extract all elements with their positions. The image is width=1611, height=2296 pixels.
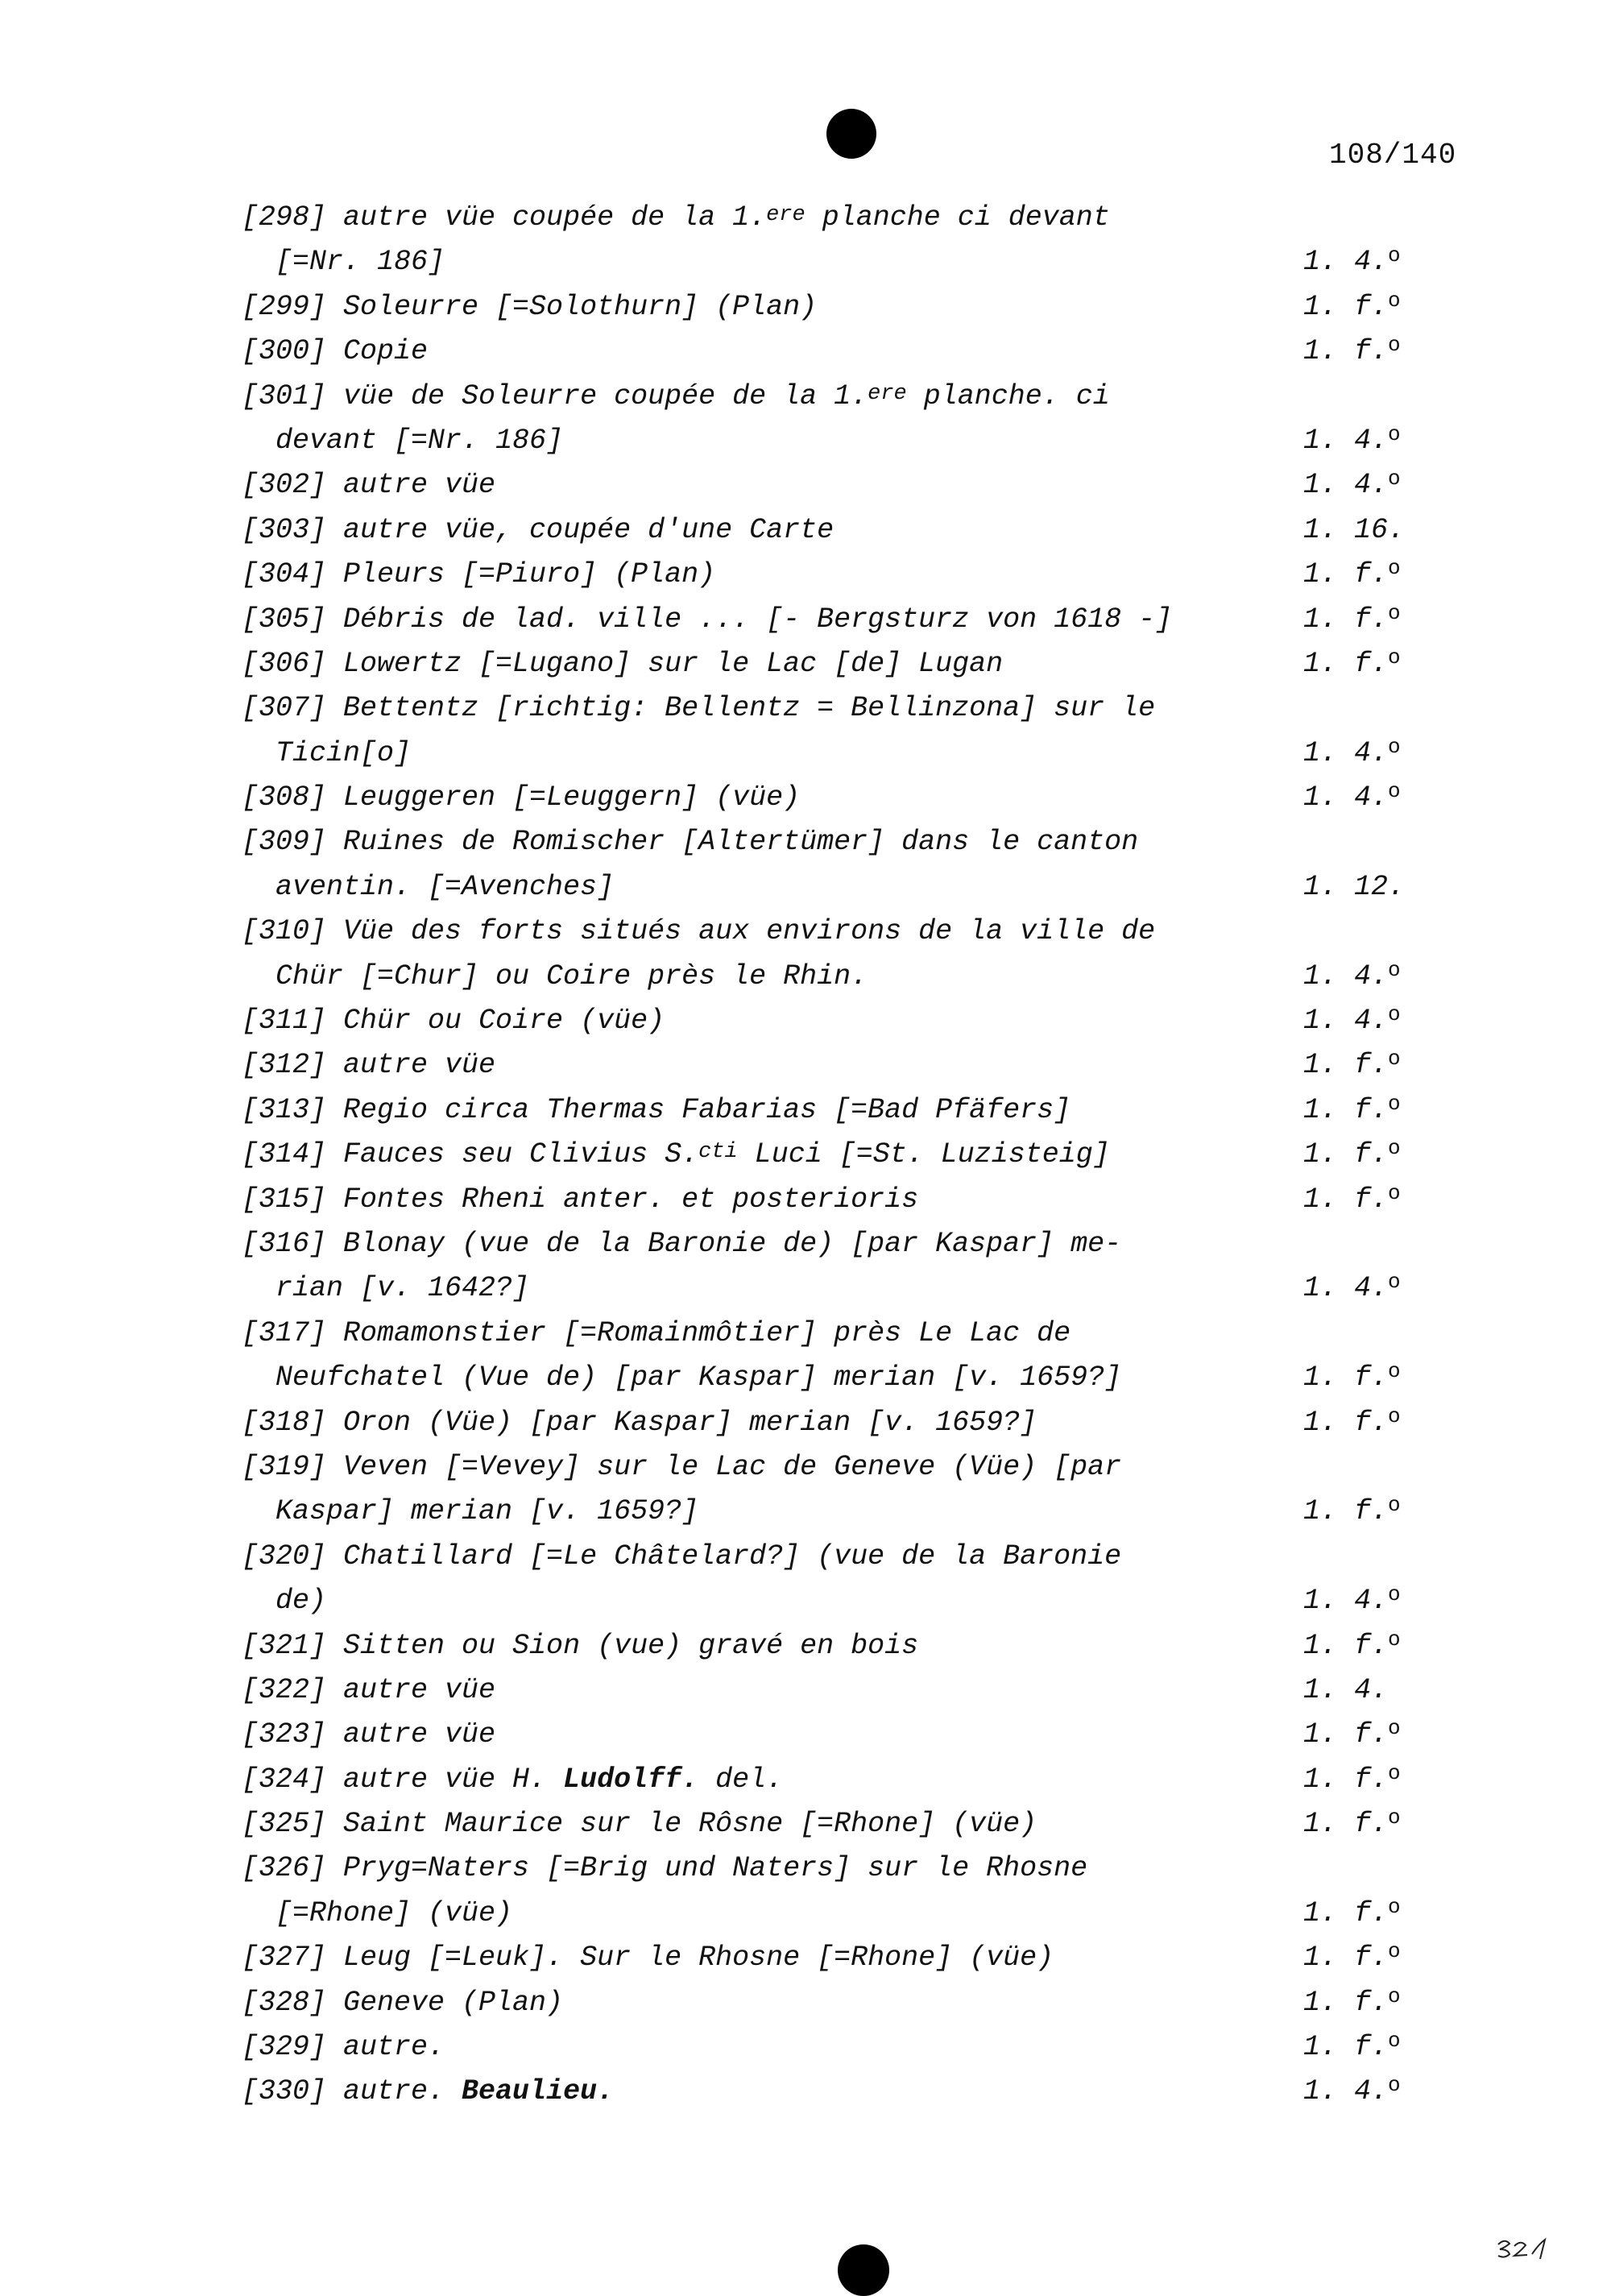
format-value <box>1303 240 1401 284</box>
format-value <box>1303 285 1401 329</box>
format-superscript: o <box>1388 779 1401 804</box>
catalog-entry <box>242 1624 1434 1668</box>
catalog-entry <box>242 375 1434 464</box>
entry-line <box>242 910 1434 954</box>
entry-text <box>242 1222 1121 1266</box>
text-segment: [311] Chür ou Coire (vüe) <box>242 1005 665 1038</box>
format-superscript: o <box>1388 466 1401 491</box>
entry-line <box>242 329 1434 374</box>
entry-line <box>242 285 1434 329</box>
format-text: 1. 4. <box>1303 2075 1389 2108</box>
format-superscript: o <box>1388 243 1401 268</box>
text-segment: [308] Leuggeren [=Leuggern] (vüe) <box>242 781 801 814</box>
text-segment: Ticin[o] <box>275 736 412 769</box>
catalog-entry <box>242 1758 1434 1802</box>
entry-text <box>242 1758 783 1802</box>
catalog-entry <box>242 1981 1434 2025</box>
text-segment: [=Nr. 186] <box>275 246 445 279</box>
text-segment: [318] Oron (Vüe) [par Kaspar] merian [v. 1659?] <box>242 1406 1037 1439</box>
entry-line <box>242 1981 1434 2025</box>
entry-text <box>242 508 834 553</box>
format-text: 1. f. <box>1303 1049 1389 1082</box>
format-superscript: o <box>1388 1760 1401 1785</box>
text-segment: [327] Leug [=Leuk]. Sur le Rhosne [=Rhone] (vüe) <box>242 1942 1054 1975</box>
entry-text <box>275 731 411 776</box>
format-text: 1. 4. <box>1303 781 1389 814</box>
format-text: 1. f. <box>1303 1183 1389 1216</box>
entry-text <box>242 642 1003 686</box>
entry-text <box>275 1490 698 1534</box>
entry-line-continuation <box>242 240 1434 284</box>
entry-text <box>242 820 1138 864</box>
format-superscript: o <box>1388 421 1401 446</box>
catalog-entry <box>242 1088 1434 1133</box>
catalog-entry <box>242 642 1434 686</box>
text-segment: [330] autre. <box>242 2075 462 2108</box>
text-segment: [302] autre vüe <box>242 469 496 502</box>
catalog-entry <box>242 686 1434 776</box>
catalog-entry <box>242 776 1434 820</box>
format-text: 1. 4. <box>1303 959 1389 993</box>
entry-text <box>242 776 800 820</box>
entry-text <box>242 1133 1110 1177</box>
format-superscript: o <box>1388 1582 1401 1607</box>
catalog-entries <box>242 196 1434 2115</box>
entry-line <box>242 1043 1434 1088</box>
format-text: 1. 4. <box>1303 1673 1389 1706</box>
text-segment: del. <box>698 1763 784 1796</box>
entry-line <box>242 1312 1434 1356</box>
format-value <box>1303 731 1401 776</box>
handwritten-note <box>1497 2236 1556 2261</box>
entry-text <box>242 1043 495 1088</box>
format-value <box>1303 1892 1401 1936</box>
catalog-entry <box>242 1178 1434 1222</box>
entry-text <box>275 955 868 999</box>
catalog-entry <box>242 1846 1434 1936</box>
format-value <box>1303 329 1401 374</box>
format-value <box>1303 1178 1401 1222</box>
catalog-entry <box>242 1312 1434 1401</box>
format-value <box>1303 1490 1401 1534</box>
catalog-entry <box>242 1222 1434 1312</box>
format-text: 1. f. <box>1303 335 1389 368</box>
catalog-entry <box>242 463 1434 508</box>
entry-text <box>242 1535 1121 1579</box>
format-text: 1. f. <box>1303 1763 1389 1796</box>
text-segment: Neufchatel (Vue de) [par Kaspar] merian [v. 1659?] <box>275 1361 1122 1395</box>
format-text: 1. 4. <box>1303 1005 1389 1038</box>
text-segment: [298] autre vüe coupée de la 1. <box>242 201 767 234</box>
text-segment: [325] Saint Maurice sur le Rôsne [=Rhone] (vüe) <box>242 1808 1037 1841</box>
catalog-entry <box>242 1668 1434 1713</box>
entry-line <box>242 1802 1434 1846</box>
catalog-entry <box>242 1713 1434 1757</box>
entry-line <box>242 1936 1434 1980</box>
format-superscript: o <box>1388 1002 1401 1027</box>
format-superscript: o <box>1388 2029 1401 2054</box>
format-superscript: o <box>1388 1894 1401 1919</box>
catalog-entry <box>242 196 1434 285</box>
format-text: 1. f. <box>1303 1718 1389 1751</box>
text-segment: [=Rhone] (vüe) <box>275 1896 513 1929</box>
entry-text <box>242 196 1110 240</box>
catalog-entry <box>242 1133 1434 1177</box>
format-value <box>1303 642 1401 686</box>
catalog-entry <box>242 1936 1434 1980</box>
format-value <box>1303 1802 1401 1846</box>
catalog-entry <box>242 1802 1434 1846</box>
entry-line-continuation <box>242 865 1434 910</box>
format-value <box>1303 1088 1401 1133</box>
format-value <box>1303 1713 1401 1757</box>
catalog-entry <box>242 285 1434 329</box>
format-superscript: o <box>1388 2073 1401 2098</box>
format-superscript: o <box>1388 957 1401 982</box>
superscript: ere <box>766 203 806 227</box>
catalog-entry <box>242 1445 1434 1535</box>
text-segment: [323] autre vüe <box>242 1718 496 1751</box>
text-segment: Kaspar] merian [v. 1659?] <box>275 1495 699 1528</box>
catalog-entry <box>242 2070 1434 2114</box>
text-segment: [328] Geneve (Plan) <box>242 1986 564 2019</box>
entry-line <box>242 1758 1434 1802</box>
entry-line <box>242 999 1434 1043</box>
format-text: 1. f. <box>1303 1093 1389 1126</box>
entry-line <box>242 1668 1434 1713</box>
page-number: 108/140 <box>1329 139 1457 172</box>
format-superscript: o <box>1388 556 1401 581</box>
text-segment: planche. ci <box>906 379 1110 412</box>
format-text: 1. 12. <box>1303 870 1406 903</box>
catalog-entry <box>242 999 1434 1043</box>
text-segment: [314] Fauces seu Clivius S. <box>242 1138 699 1171</box>
format-value <box>1303 419 1401 463</box>
entry-line <box>242 2025 1434 2070</box>
superscript: ere <box>868 381 907 406</box>
text-segment: [315] Fontes Rheni anter. et posterioris <box>242 1183 919 1216</box>
format-value <box>1303 955 1401 999</box>
format-superscript: o <box>1388 1180 1401 1205</box>
entry-line-continuation <box>242 1356 1434 1400</box>
format-superscript: o <box>1388 734 1401 759</box>
entry-line <box>242 1178 1434 1222</box>
format-text: 1. 4. <box>1303 1272 1389 1305</box>
format-value <box>1303 1043 1401 1088</box>
format-superscript: o <box>1388 1983 1401 2008</box>
text-segment: [319] Veven [=Vevey] sur le Lac de Geneve (Vüe) [par <box>242 1450 1122 1483</box>
entry-text <box>275 1266 529 1311</box>
entry-line <box>242 1088 1434 1133</box>
entry-text <box>275 1892 512 1936</box>
entry-text <box>242 1088 1071 1133</box>
entry-line <box>242 1133 1434 1177</box>
catalog-entry <box>242 1401 1434 1445</box>
entry-line <box>242 1713 1434 1757</box>
entry-text <box>242 1802 1037 1846</box>
format-value <box>1303 463 1401 508</box>
text-segment: Chür [=Chur] ou Coire près le Rhin. <box>275 959 868 993</box>
entry-line <box>242 508 1434 553</box>
entry-text <box>242 1624 918 1668</box>
entry-line <box>242 375 1434 419</box>
text-segment: Luci [=St. Luzisteig] <box>737 1138 1110 1171</box>
format-superscript: o <box>1388 1805 1401 1830</box>
entry-text <box>242 1668 495 1713</box>
entry-line <box>242 1624 1434 1668</box>
format-text: 1. f. <box>1303 647 1389 680</box>
format-value <box>1303 2070 1401 2114</box>
entry-text <box>242 1713 495 1757</box>
entry-text <box>242 2070 614 2114</box>
format-value <box>1303 508 1405 553</box>
text-segment: [322] autre vüe <box>242 1673 496 1706</box>
entry-text <box>242 553 715 597</box>
format-value <box>1303 999 1401 1043</box>
format-superscript: o <box>1388 644 1401 669</box>
text-segment: [316] Blonay (vue de la Baronie de) [par Kaspar] me- <box>242 1227 1122 1260</box>
format-superscript: o <box>1388 1493 1401 1518</box>
format-text: 1. f. <box>1303 1986 1389 2019</box>
entry-line-continuation <box>242 1892 1434 1936</box>
punch-hole-top <box>826 109 876 159</box>
entry-line <box>242 1445 1434 1490</box>
bold-name: Ludolff. <box>563 1763 699 1796</box>
entry-line <box>242 776 1434 820</box>
entry-text <box>242 2025 445 2070</box>
format-value <box>1303 1936 1401 1980</box>
entry-text <box>242 598 1172 642</box>
text-segment: [299] Soleurre [=Solothurn] (Plan) <box>242 290 818 323</box>
entry-line-continuation <box>242 731 1434 776</box>
catalog-entry <box>242 1535 1434 1624</box>
format-text: 1. f. <box>1303 1406 1389 1439</box>
entry-line <box>242 553 1434 597</box>
text-segment: [309] Ruines de Romischer [Altertümer] dans le canton <box>242 826 1139 859</box>
format-value <box>1303 2025 1401 2070</box>
text-segment: [306] Lowertz [=Lugano] sur le Lac [de] Lugan <box>242 647 1004 680</box>
format-value <box>1303 1624 1401 1668</box>
entry-text <box>242 686 1155 731</box>
text-segment: [307] Bettentz [richtig: Bellentz = Bellinzona] sur le <box>242 692 1156 725</box>
format-value <box>1303 865 1405 910</box>
entry-text <box>242 1401 1037 1445</box>
entry-line <box>242 1535 1434 1579</box>
format-value <box>1303 1668 1388 1713</box>
format-value <box>1303 1579 1401 1623</box>
entry-text <box>242 999 665 1043</box>
entry-text <box>242 285 817 329</box>
entry-line-continuation <box>242 955 1434 999</box>
format-text: 1. f. <box>1303 1361 1389 1395</box>
entry-line <box>242 196 1434 240</box>
format-superscript: o <box>1388 1939 1401 1964</box>
format-text: 1. 16. <box>1303 513 1406 546</box>
text-segment: [317] Romamonstier [=Romainmôtier] près Le Lac de <box>242 1316 1071 1349</box>
format-text: 1. f. <box>1303 290 1389 323</box>
entry-line <box>242 642 1434 686</box>
catalog-entry <box>242 910 1434 999</box>
entry-text <box>242 1445 1121 1490</box>
format-text: 1. f. <box>1303 1942 1389 1975</box>
text-segment: [305] Débris de lad. ville ... [- Bergsturz von 1618 -] <box>242 603 1173 636</box>
entry-line <box>242 2070 1434 2114</box>
format-text: 1. f. <box>1303 1138 1389 1171</box>
entry-text <box>242 1936 1054 1980</box>
format-value <box>1303 1758 1401 1802</box>
format-value <box>1303 776 1401 820</box>
catalog-entry <box>242 329 1434 374</box>
entry-line <box>242 1222 1434 1266</box>
format-superscript: o <box>1388 1270 1401 1295</box>
entry-line <box>242 1846 1434 1891</box>
format-text: 1. f. <box>1303 1808 1389 1841</box>
format-superscript: o <box>1388 1091 1401 1116</box>
format-superscript: o <box>1388 1716 1401 1741</box>
superscript: cti <box>698 1140 738 1165</box>
format-text: 1. f. <box>1303 1629 1389 1662</box>
entry-line <box>242 686 1434 731</box>
entry-text <box>242 463 495 508</box>
format-text: 1. 4. <box>1303 1585 1389 1618</box>
text-segment: [300] Copie <box>242 335 429 368</box>
catalog-entry <box>242 820 1434 910</box>
entry-text <box>242 329 428 374</box>
catalog-entry <box>242 2025 1434 2070</box>
text-segment: rian [v. 1642?] <box>275 1272 530 1305</box>
format-text: 1. 4. <box>1303 736 1389 769</box>
entry-text <box>275 1356 1121 1400</box>
text-segment: [321] Sitten ou Sion (vue) gravé en bois <box>242 1629 919 1662</box>
format-superscript: o <box>1388 288 1401 313</box>
text-segment: [303] autre vüe, coupée d'une Carte <box>242 513 834 546</box>
format-superscript: o <box>1388 1627 1401 1652</box>
format-superscript: o <box>1388 333 1401 358</box>
entry-line-continuation <box>242 1490 1434 1534</box>
text-segment: aventin. [=Avenches] <box>275 870 615 903</box>
entry-line <box>242 598 1434 642</box>
entry-text <box>275 1579 326 1623</box>
format-superscript: o <box>1388 1403 1401 1428</box>
entry-text <box>242 1981 563 2025</box>
format-text: 1. f. <box>1303 558 1389 591</box>
text-segment: [301] vüe de Soleurre coupée de la 1. <box>242 379 868 412</box>
format-text: 1. f. <box>1303 603 1389 636</box>
text-segment: devant [=Nr. 186] <box>275 424 564 457</box>
text-segment: [329] autre. <box>242 2031 445 2064</box>
entry-text <box>242 1846 1087 1891</box>
format-value <box>1303 1266 1401 1311</box>
format-superscript: o <box>1388 1046 1401 1071</box>
catalog-entry <box>242 1043 1434 1088</box>
entry-line-continuation <box>242 1579 1434 1623</box>
text-segment: de) <box>275 1585 327 1618</box>
entry-text <box>275 419 563 463</box>
text-segment: [312] autre vüe <box>242 1049 496 1082</box>
entry-text <box>275 865 614 910</box>
text-segment: [320] Chatillard [=Le Châtelard?] (vue de la Baronie <box>242 1540 1122 1573</box>
format-value <box>1303 553 1401 597</box>
text-segment: [313] Regio circa Thermas Fabarias [=Bad Pfäfers] <box>242 1093 1071 1126</box>
format-value <box>1303 1981 1401 2025</box>
catalog-entry <box>242 553 1434 597</box>
format-text: 1. 4. <box>1303 469 1389 502</box>
catalog-entry <box>242 598 1434 642</box>
format-superscript: o <box>1388 1136 1401 1161</box>
text-segment: [304] Pleurs [=Piuro] (Plan) <box>242 558 716 591</box>
entry-line <box>242 820 1434 864</box>
entry-text <box>242 375 1110 419</box>
format-text: 1. 4. <box>1303 424 1389 457</box>
entry-line <box>242 1401 1434 1445</box>
entry-text <box>242 1312 1071 1356</box>
format-text: 1. f. <box>1303 1896 1389 1929</box>
entry-line-continuation <box>242 419 1434 463</box>
format-value <box>1303 1356 1401 1400</box>
entry-text <box>242 910 1155 954</box>
format-text: 1. f. <box>1303 1495 1389 1528</box>
text-segment: [310] Vüe des forts situés aux environs de la ville de <box>242 915 1156 948</box>
format-superscript: o <box>1388 600 1401 625</box>
bold-name: Beaulieu. <box>462 2075 615 2108</box>
text-segment: [326] Pryg=Naters [=Brig und Naters] sur le Rhosne <box>242 1852 1088 1885</box>
format-value <box>1303 598 1401 642</box>
entry-text <box>242 1178 918 1222</box>
format-text: 1. f. <box>1303 2031 1389 2064</box>
format-value <box>1303 1401 1401 1445</box>
punch-hole-bottom <box>838 2244 889 2296</box>
format-superscript: o <box>1388 1359 1401 1384</box>
catalog-entry <box>242 508 1434 553</box>
entry-line <box>242 463 1434 508</box>
entry-line-continuation <box>242 1266 1434 1311</box>
format-value <box>1303 1133 1401 1177</box>
text-segment: [324] autre vüe H. <box>242 1763 564 1796</box>
format-text: 1. 4. <box>1303 246 1389 279</box>
text-segment: planche ci devant <box>805 201 1110 234</box>
entry-text <box>275 240 445 284</box>
